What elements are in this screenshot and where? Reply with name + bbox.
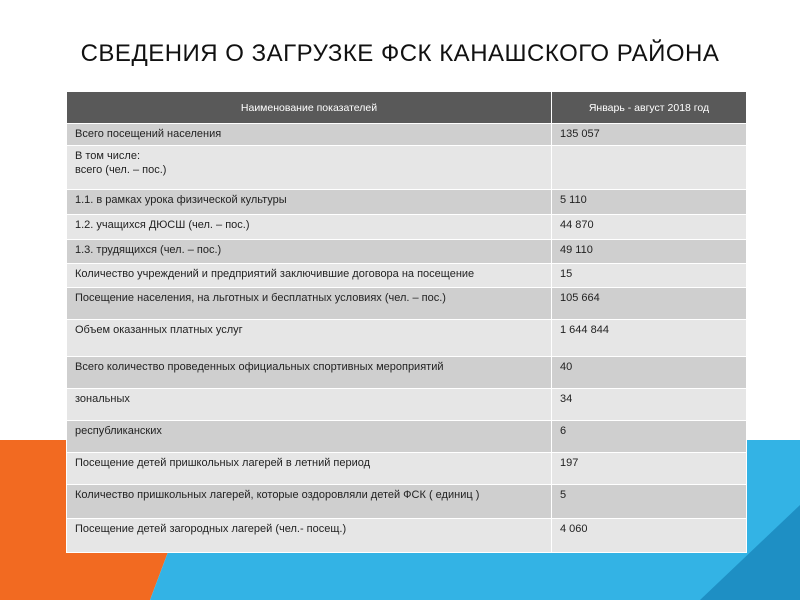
row-value: 197 bbox=[552, 453, 747, 485]
table-row bbox=[67, 288, 747, 320]
row-label bbox=[67, 146, 552, 190]
data-table bbox=[66, 91, 747, 553]
row-value: 15 bbox=[552, 264, 747, 288]
table-row bbox=[67, 453, 747, 485]
table-row bbox=[67, 357, 747, 389]
row-label-line2: всего (чел. – пос.) bbox=[75, 164, 167, 176]
row-value: 5 bbox=[552, 485, 747, 519]
row-label: Посещение населения, на льготных и бесплатных условиях (чел. – пос.) bbox=[67, 288, 552, 320]
row-value: 1 644 844 bbox=[552, 320, 747, 357]
row-value: 49 110 bbox=[552, 240, 747, 264]
row-value bbox=[552, 146, 747, 190]
header-period: Январь - август 2018 год bbox=[552, 92, 747, 124]
row-label: 1.2. учащихся ДЮСШ (чел. – пос.) bbox=[67, 215, 552, 240]
table-row bbox=[67, 146, 747, 190]
table-row bbox=[67, 264, 747, 288]
row-label: Всего посещений населения bbox=[67, 124, 552, 146]
row-label: республиканских bbox=[67, 421, 552, 453]
table-row bbox=[67, 240, 747, 264]
table-row bbox=[67, 389, 747, 421]
table-header-row bbox=[67, 92, 747, 124]
row-label: 1.3. трудящихся (чел. – пос.) bbox=[67, 240, 552, 264]
header-indicator: Наименование показателей bbox=[67, 92, 552, 124]
row-label: Посещение детей пришкольных лагерей в летний период bbox=[67, 453, 552, 485]
row-value: 5 110 bbox=[552, 190, 747, 215]
row-value: 34 bbox=[552, 389, 747, 421]
table-row bbox=[67, 519, 747, 553]
row-label-line1: В том числе: bbox=[75, 150, 141, 162]
table-row bbox=[67, 190, 747, 215]
row-value: 40 bbox=[552, 357, 747, 389]
row-label: зональных bbox=[67, 389, 552, 421]
row-value: 6 bbox=[552, 421, 747, 453]
slide-title: СВЕДЕНИЯ О ЗАГРУЗКЕ ФСК КАНАШСКОГО РАЙОНА bbox=[80, 40, 720, 67]
row-value: 44 870 bbox=[552, 215, 747, 240]
row-label: 1.1. в рамках урока физической культуры bbox=[67, 190, 552, 215]
table-row bbox=[67, 215, 747, 240]
row-value: 105 664 bbox=[552, 288, 747, 320]
row-label: Количество пришкольных лагерей, которые оздоровляли детей ФСК ( единиц ) bbox=[67, 485, 552, 519]
row-value: 4 060 bbox=[552, 519, 747, 553]
row-label: Количество учреждений и предприятий заключившие договора на посещение bbox=[67, 264, 552, 288]
row-label: Объем оказанных платных услуг bbox=[67, 320, 552, 357]
table-row bbox=[67, 320, 747, 357]
table-row bbox=[67, 124, 747, 146]
row-label: Всего количество проведенных официальных спортивных мероприятий bbox=[67, 357, 552, 389]
row-label: Посещение детей загородных лагерей (чел.- посещ.) bbox=[67, 519, 552, 553]
table-row bbox=[67, 421, 747, 453]
table-row bbox=[67, 485, 747, 519]
row-value: 135 057 bbox=[552, 124, 747, 146]
